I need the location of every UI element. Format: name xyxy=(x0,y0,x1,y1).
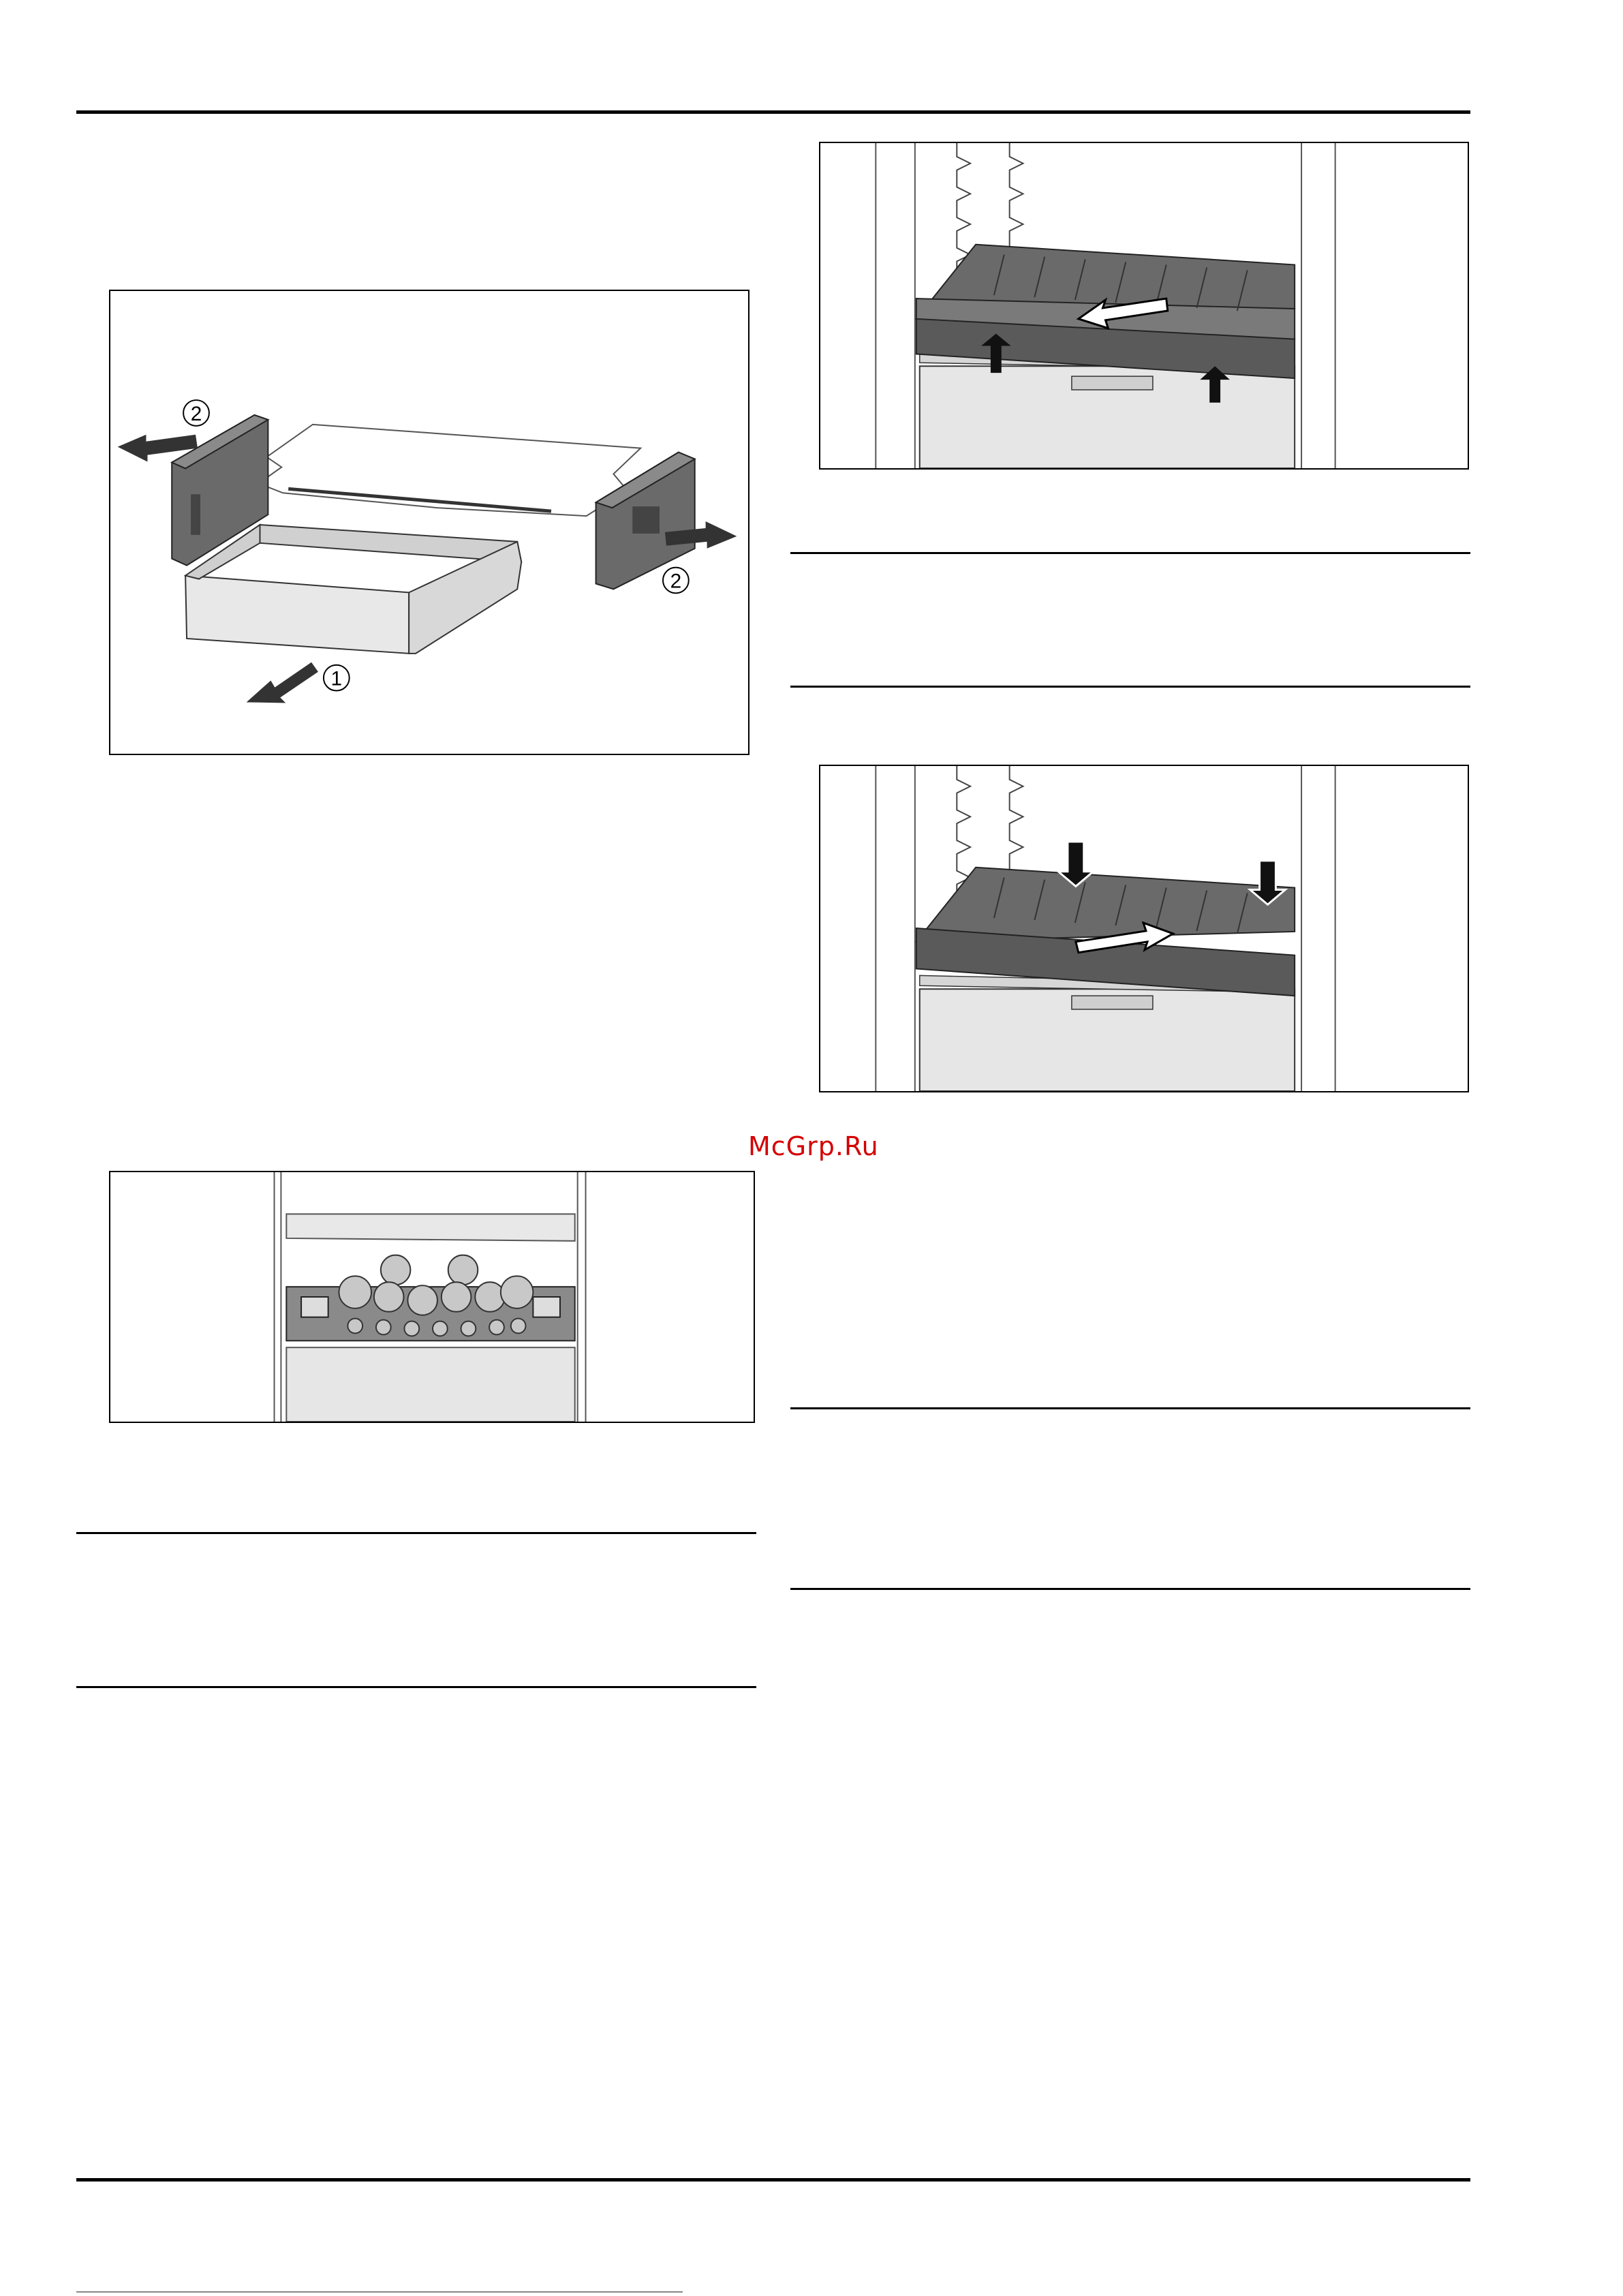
section-rule xyxy=(790,1588,1470,1590)
lower-drawer xyxy=(286,1347,574,1422)
header-rule xyxy=(76,110,1470,114)
callout-2-right xyxy=(663,568,689,594)
section-rule xyxy=(790,686,1470,688)
footer-rule xyxy=(76,2178,1470,2182)
section-rule xyxy=(790,1407,1470,1409)
bottom-edge-rule xyxy=(76,2291,683,2293)
section-rule xyxy=(76,1686,756,1688)
section-rule xyxy=(76,1532,756,1534)
drawer-removal-illustration xyxy=(110,291,748,754)
section-rule xyxy=(790,552,1470,554)
bottle-rack-figure xyxy=(109,1171,755,1423)
shelf-insertion-figure xyxy=(819,765,1469,1092)
shelf-removal-illustration xyxy=(820,143,1468,468)
callout-label: 2 xyxy=(670,570,682,593)
arrow-down-left-icon xyxy=(247,662,318,703)
upper-shelf xyxy=(286,1214,574,1241)
shelf-removal-figure xyxy=(819,142,1469,470)
callout-label: 2 xyxy=(190,402,202,425)
callout-2-left xyxy=(183,400,209,426)
drawer-removal-figure xyxy=(109,290,749,755)
callout-1 xyxy=(324,665,350,691)
shelf-insertion-illustration xyxy=(820,766,1468,1091)
callout-label: 1 xyxy=(330,667,343,690)
watermark: McGrp.Ru xyxy=(748,1131,879,1161)
drawer-back xyxy=(260,525,521,562)
drawer-front xyxy=(185,576,409,654)
bottle-rack-illustration xyxy=(110,1172,754,1422)
